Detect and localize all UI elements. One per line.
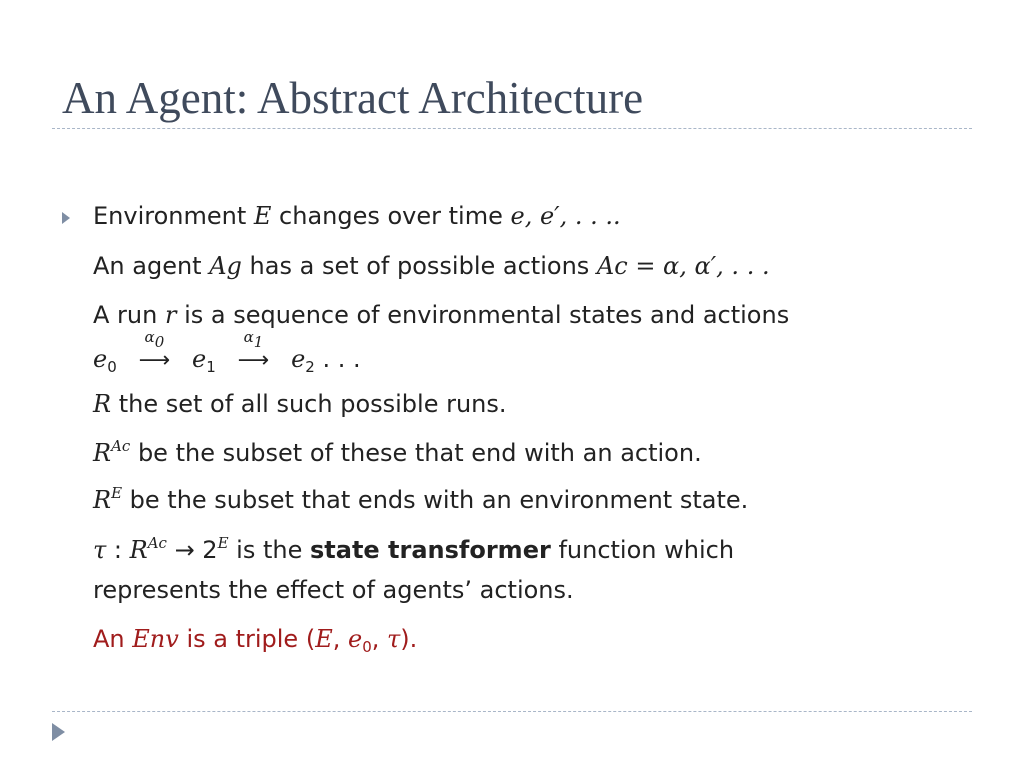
math-states: e, e′, . . .. [510, 202, 621, 230]
state-e: e [348, 625, 363, 653]
var-R: R [93, 390, 112, 418]
text: changes over time [271, 202, 511, 230]
var-tau: τ [387, 625, 401, 653]
text: A run [93, 301, 165, 329]
text: function which [550, 536, 735, 564]
text: has a set of possible actions [241, 252, 597, 280]
subscript: 2 [305, 358, 315, 376]
arrow-label: $\alpha_1$ [243, 328, 264, 351]
transition-arrow: $\alpha_1$ ⟶ [227, 343, 279, 377]
text: be the subset of these that end with an action. [130, 439, 702, 467]
text: An agent [93, 252, 210, 280]
run-sequence-line [93, 328, 361, 377]
text: the set of all such possible runs. [111, 390, 507, 418]
text: An [93, 625, 133, 653]
state-e: e [291, 345, 306, 373]
superscript: E [217, 534, 229, 552]
title-divider [52, 128, 972, 129]
arrow: → 2 [166, 536, 218, 564]
subscript: 0 [362, 638, 372, 656]
var-Env: Env [132, 625, 179, 653]
var-Ag: Ag [209, 252, 242, 280]
text: Environment [93, 202, 254, 230]
transformer-line-2 [93, 574, 574, 606]
superscript: E [111, 484, 123, 502]
arrow-label: $\alpha_0$ [144, 328, 165, 351]
text: is a triple [178, 625, 306, 653]
triangle-bullet-icon [62, 212, 70, 224]
var-R: R [93, 486, 112, 514]
superscript: Ac [111, 437, 131, 455]
text: be the subset that ends with an environment state. [122, 486, 749, 514]
superscript: Ac [147, 534, 167, 552]
state-e: e [192, 345, 207, 373]
slide-title: An Agent: Abstract Architecture [62, 73, 644, 123]
next-slide-arrow-icon[interactable] [52, 723, 65, 741]
agent-line [93, 250, 770, 282]
env-triple-line: An Env is a triple (E, $e_0$, τ). [93, 625, 418, 656]
env-runs-line [93, 484, 748, 516]
footer-divider [52, 711, 972, 712]
text: is a sequence of environmental states and actions [176, 301, 790, 329]
subscript: 0 [107, 358, 117, 376]
var-R: R [129, 536, 148, 564]
var-tau: τ [93, 536, 107, 564]
math-actions: = α, α′, . . . [627, 252, 770, 280]
transition-arrow: $\alpha_0$ ⟶ [128, 343, 180, 377]
state-e: e [93, 345, 108, 373]
run-line [93, 299, 789, 331]
text: represents the effect of agents’ actions. [93, 576, 574, 604]
action-runs-line [93, 437, 702, 469]
text: is the [228, 536, 310, 564]
var-E: E [315, 625, 333, 653]
var-E: E [253, 202, 272, 230]
var-Ac: Ac [596, 252, 628, 280]
var-r: r [164, 301, 177, 329]
bold-term: state transformer [309, 536, 551, 564]
ellipsis: . . . [314, 345, 361, 373]
transformer-line: τ : $R^{Ac} \to 2^E$ is the state transformer function which [93, 534, 735, 564]
var-R: R [93, 439, 112, 467]
runs-set-line [93, 388, 507, 420]
subscript: 1 [206, 358, 216, 376]
environment-line [93, 200, 621, 232]
